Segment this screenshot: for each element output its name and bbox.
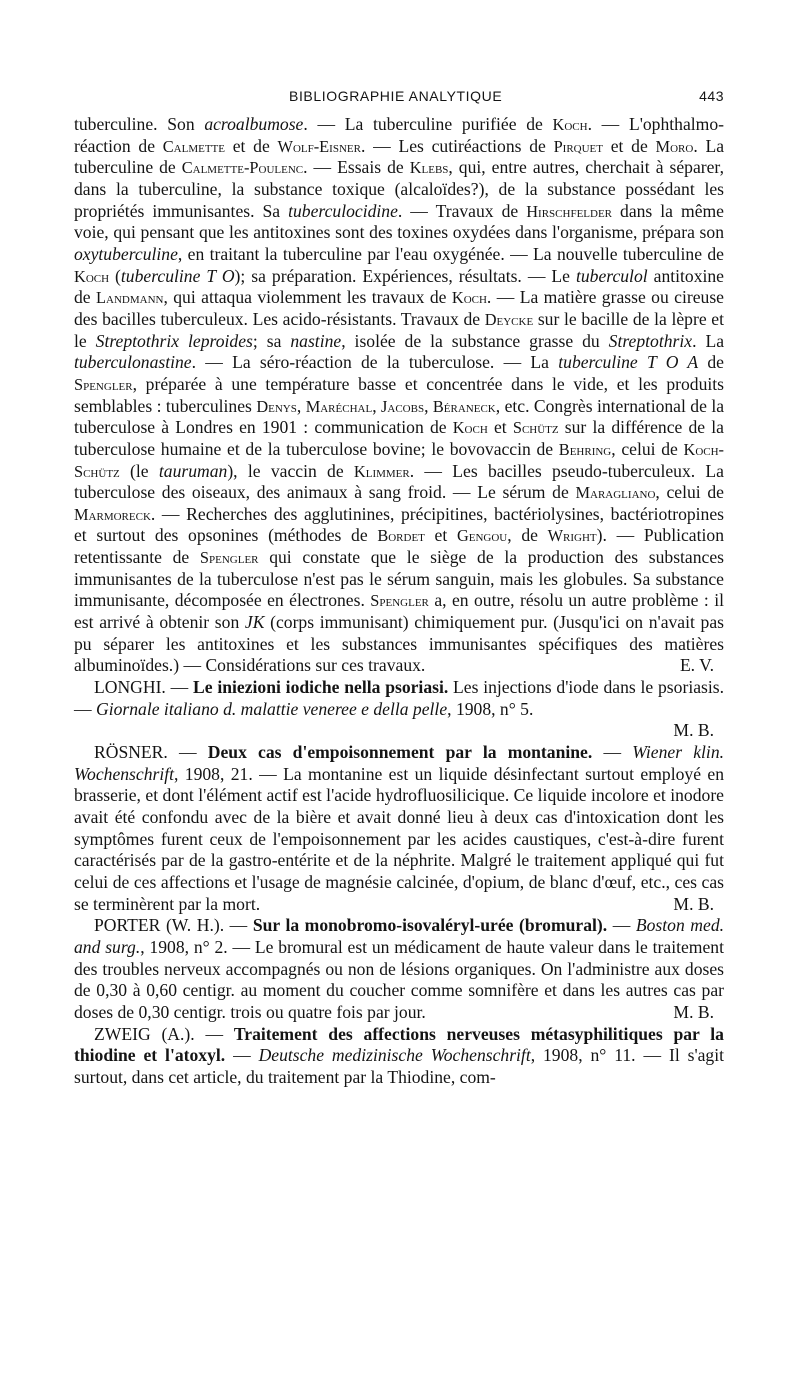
author-name: Gengou	[456, 526, 508, 546]
author-name: Schütz	[512, 418, 559, 438]
reviewer-signature: E. V.	[679, 655, 714, 676]
author-name: Spengler	[199, 548, 259, 568]
entry-title: Sur la monobromo-isovaléryl-urée (bromural).	[252, 915, 608, 936]
entry-title: Traitement des affections nerveuses métasyphilitiques par la thiodine et l'atoxyl.	[74, 1023, 724, 1066]
author-name: Behring	[558, 439, 612, 459]
author-name: Koch	[452, 418, 488, 438]
entry-rosner: RÖSNER. — Deux cas d'empoisonnement par la montanine. — Wiener klin. Wochenschrift, 1908, 21. — La montanine est un liquide désinfectant surtout employé en brasserie, et dont l'élément actif est l'acide hydrofluosilicique. Ce liquide incolore et inodore avait été confondu avec de la bière et avait donné lieu à deux cas d'intoxication dont les symptômes furent ceux de l'empoisonnement par les acides caustiques, c'est-à-dire furent caractérisés par de la gastro-entérite et de la néphrite. Malgré le traitement appliqué qui fut celui de ces affections et l'usage de magnésie calcinée, d'opium, de blanc d'œuf, etc., ces cas se terminèrent par la mort. M. B.	[74, 742, 725, 914]
author-name: Maréchal	[305, 396, 373, 416]
author-name: Pirquet	[553, 136, 603, 156]
entry-author: RÖSNER.	[94, 742, 168, 763]
page	[74, 0, 724, 1089]
author-name: Wolf-Eisner	[277, 136, 361, 156]
author-name: Koch	[451, 288, 487, 308]
author-name: Landmann	[96, 288, 164, 308]
author-name: Bordet	[377, 526, 425, 546]
body-text	[74, 114, 724, 1089]
entry-longhi: LONGHI. — Le iniezioni iodiche nella psoriasi. Les injections d'iode dans le psoriasis. — Giornale italiano d. malattie veneree e della pelle, 1908, n° 5. M. B.	[74, 677, 724, 741]
entry-journal: Boston med. and surg.	[74, 915, 725, 957]
entry-journal: Giornale italiano d. malattie veneree e della pelle	[96, 698, 448, 719]
entry-title: Le iniezioni iodiche nella psoriasi.	[193, 677, 449, 698]
author-name: Moro	[655, 136, 694, 156]
author-name: Spengler	[370, 591, 429, 611]
entry-journal: Deutsche medizinische Wochenschrift	[258, 1045, 531, 1066]
author-name: Klebs	[409, 158, 449, 178]
entry-zweig: ZWEIG (A.). — Traitement des affections nerveuses métasyphilitiques par la thiodine et l'atoxyl. — Deutsche medizinische Wochenschrift, 1908, n° 11. — Il s'agit surtout, dans cet article, du traitement par la Thiodine, com-	[74, 1023, 724, 1087]
author-name: Koch-Schütz	[74, 439, 724, 481]
author-name: Denys	[256, 396, 297, 416]
author-name: Wright	[547, 526, 597, 546]
entry-author: LONGHI.	[94, 677, 166, 698]
author-name: Maragliano	[575, 483, 656, 503]
author-name: Béraneck	[432, 396, 496, 416]
author-name: Marmoreck	[74, 504, 151, 524]
running-title: BIBLIOGRAPHIE ANALYTIQUE	[289, 88, 503, 104]
reviewer-signature: M. B.	[673, 893, 714, 914]
entry-author: ZWEIG (A.).	[94, 1023, 195, 1044]
entry-author: PORTER (W. H.).	[94, 915, 225, 936]
reviewer-signature: M. B.	[673, 1001, 714, 1022]
author-name: Jacobs	[381, 396, 425, 416]
reviewer-signature: M. B.	[673, 720, 714, 741]
author-name: Koch	[74, 266, 110, 286]
author-name: Klimmer	[353, 461, 410, 481]
entry-journal: Wiener klin. Wochenschrift	[74, 742, 725, 784]
page-number: 443	[699, 88, 724, 104]
author-name: Calmette	[162, 136, 225, 156]
author-name: Hirschfelder	[526, 201, 613, 221]
author-name: Deycke	[484, 309, 534, 329]
review-tuberculine-continued: tuberculine. Son acroalbumose. — La tuberculine purifiée de Koch. — L'ophthalmo-réaction de Calmette et de Wolf-Eisner. — Les cutiréactions de Pirquet et de Moro. La tuberculine de Calmette-Poulenc. — Essais de Klebs, qui, entre autres, cherchait à séparer, dans la tuberculine, la substance toxique (alcaloïdes?), de la substance possédant les propriétés immunisantes. Sa tuberculocidine. — Travaux de Hirschfelder dans la même voie, qui pensant que les antitoxines sont des toxines oxydées dans l'organisme, prépara son oxytuberculine, en traitant la tuberculine par l'eau oxygénée. — La nouvelle tuberculine de Koch (tuberculine T O); sa préparation. Expériences, résultats. — Le tuberculol antitoxine de Landmann, qui attaqua violemment les travaux de Koch. — La matière grasse ou cireuse des bacilles tuberculeux. Les acido-résistants. Travaux de Deycke sur le bacille de la lèpre et le Streptothrix leproides; sa nastine, isolée de la substance grasse du Streptothrix. La tuberculonastine. — La séro-réaction de la tuberculose. — La tuberculine T O A de Spengler, préparée à une température basse et concentrée dans le vide, et les produits semblables : tuberculines Denys, Maréchal, Jacobs, Béraneck, etc. Congrès international de la tuberculose à Londres en 1901 : communication de Koch et Schütz sur la différence de la tuberculose humaine et de la tuberculose bovine; le bovovaccin de Behring, celui de Koch-Schütz (le tauruman), le vaccin de Klimmer. — Les bacilles pseudo-tuberculeux. La tuberculose des oiseaux, des animaux à sang froid. — Le sérum de Maragliano, celui de Marmoreck. — Recherches des agglutinines, précipitines, bactériolysines, bactériotropines et surtout des opsonines (méthodes de Bordet et Gengou, de Wright). — Publication retentissante de Spengler qui constate que le siège de la production des substances immunisantes de la tuberculose n'est pas le sérum sanguin, mais les globules. Sa substance immunisante, décomposée en électrones. Spengler a, en outre, résolu un autre problème : il est arrivé à obtenir son JK (corps immunisant) chimiquement pur. (Jusqu'ici on n'avait pas pu séparer les antitoxines et les substances immunisantes spécifiques des matières albuminoïdes.) — Considérations sur ces travaux. E. V.	[74, 114, 725, 676]
author-name: Spengler	[74, 374, 133, 394]
author-name: Koch	[552, 115, 588, 134]
entry-porter: PORTER (W. H.). — Sur la monobromo-isovaléryl-urée (bromural). — Boston med. and surg., 1908, n° 2. — Le bromural est un médicament de haute valeur dans le traitement des troubles nerveux accompagnés ou non de lésions organiques. On l'administre aux doses de 0,30 à 0,60 centigr. au moment du coucher comme somnifère et dans les autres cas par doses de 0,30 centigr. trois ou quatre fois par jour. M. B.	[74, 915, 725, 1022]
entry-title: Deux cas d'empoisonnement par la montanine.	[207, 742, 593, 763]
running-header	[74, 88, 724, 114]
author-name: Calmette-Poulenc	[181, 158, 304, 178]
